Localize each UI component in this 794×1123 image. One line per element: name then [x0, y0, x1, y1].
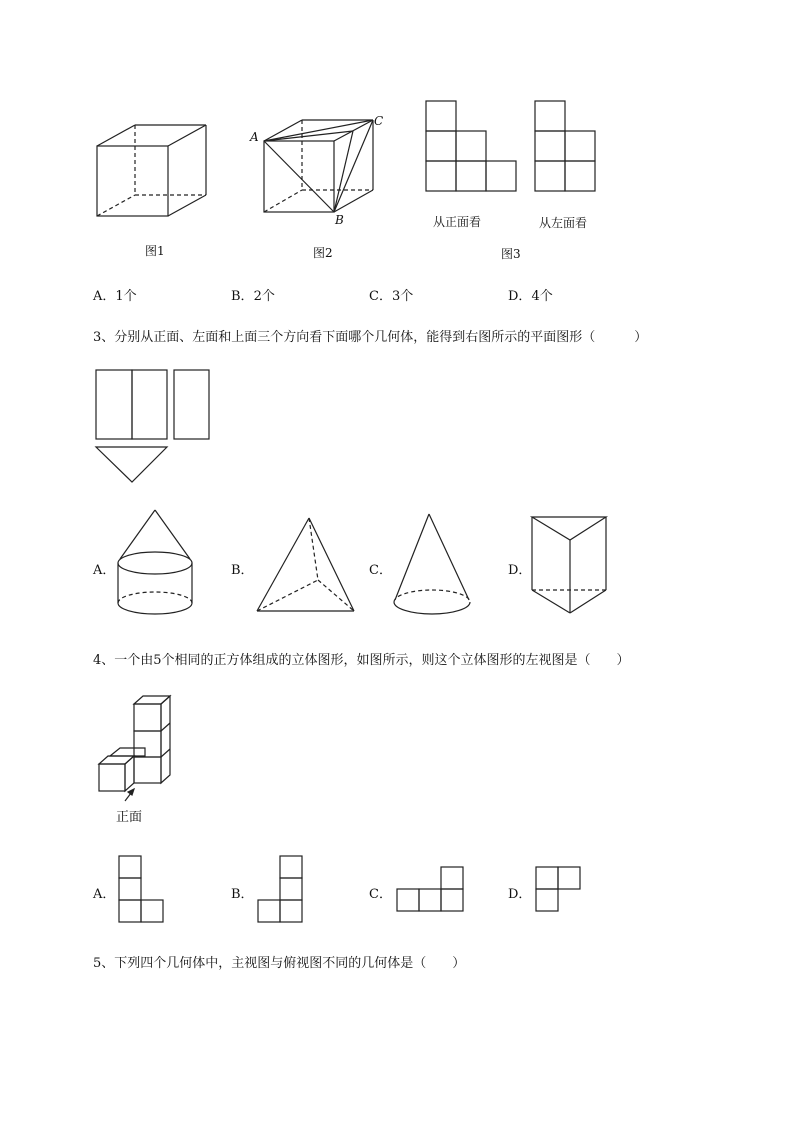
- q4-stem: 4、一个由5个相同的正方体组成的立体图形，如图所示，则这个立体图形的左视图是（ ）: [93, 653, 630, 668]
- q3-option-a-label: A．: [93, 563, 116, 578]
- fig2-label-b: B: [335, 213, 344, 227]
- q4-option-c-label: C．: [369, 887, 392, 902]
- view-front-caption: 从正面看: [433, 215, 482, 229]
- q2-option-a: A．1个: [93, 289, 137, 304]
- q2-option-d: D．4个: [508, 289, 553, 304]
- q3-option-c-label: C．: [369, 563, 392, 578]
- fig2-label-a: A: [250, 130, 259, 144]
- fig3-caption: 图3: [501, 247, 521, 261]
- q5-stem: 5、下列四个几何体中，主视图与俯视图不同的几何体是（ ）: [93, 956, 466, 971]
- q4-option-d-label: D．: [508, 887, 532, 902]
- fig2-caption: 图2: [313, 246, 333, 260]
- q3-stem: 3、分别从正面、左面和上面三个方向看下面哪个几何体，能得到右图所示的平面图形（ ）: [93, 330, 648, 345]
- q2-option-c: C．3个: [369, 289, 414, 304]
- q2-option-b: B．2个: [231, 289, 275, 304]
- fig1-caption: 图1: [145, 244, 165, 258]
- q3-option-d-label: D．: [508, 563, 532, 578]
- q4-front-label: 正面: [116, 810, 143, 825]
- q4-option-a-label: A．: [93, 887, 116, 902]
- q3-option-b-label: B．: [231, 563, 254, 578]
- fig2-label-c: C: [374, 114, 384, 128]
- q4-option-b-label: B．: [231, 887, 254, 902]
- view-left-caption: 从左面看: [539, 216, 588, 230]
